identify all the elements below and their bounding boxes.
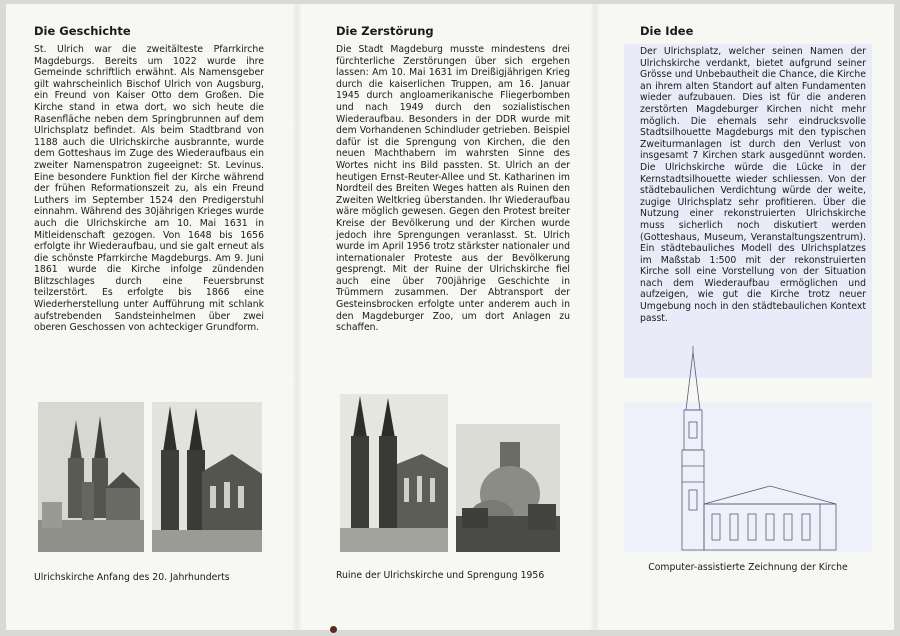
panel-body-text: St. Ulrich war die zweitälteste Pfarrkirche Magdeburgs. Bereits um 1022 wurde ihre Gemeinde schriftlich erwähnt. Als Namensgeber gilt wahrscheinlich Bischof Ulrich von Augsburg, ein Freund von Kaiser Otto dem Großen. Die Kirche stand in etwa dort, wo sich heute die Rasenfläche neben dem Springbrunnen auf dem Ulrichsplatz befindet. Als beim Stadtbrand von 1188 auch die Ulrichskirche ausbrannte, wurde dem Gotteshaus im Zuge des Wiederaufbaus ein zweiter Namenspatron zugeeignet: St. Levinus. Eine besondere Funktion fiel der Kirche während der frühen Reformationszeit zu, als ein Freund Luthers im September 1524 den Predigerstuhl einnahm. Während des 30jährigen Krieges wurde auch die Ulrichskirche am 10. Mai 1631 in Mitleidenschaft gezogen. Von 1648 bis 1656 erfolgte ihr Wiederaufbau, und sie galt erneut als die schönste Pfarrkirche Magdeburgs. Am 9. Juni 1861 wurde die Kirche infolge zündenden Blitzschlages durch eine Feuersbrunst teilzerstört. Es erfolgte bis 1866 eine Wiederherstellung unter Aufführung mit schlank aufstrebenden Sandsteinhelmen über zwei oberen Geschossen von achteckiger Grundform. [34,44,264,334]
panel-body-text: Der Ulrichsplatz, welcher seinen Namen der Ulrichskirche verdankt, bietet aufgrund seiner Grösse und Unbebautheit die Chance, die Kirche an ihrem alten Standort auf alten Fundamenten wieder aufzubauen. Dies ist für die anderen zerstörten Magdeburger Kirchen nicht mehr möglich. Die ehemals sehr eindrucksvolle Stadtsilhouette Magdeburgs mit den typischen Zweiturmanlagen ist durch den Verlust von insgesamt 7 Kirchen stark ausgedünnt worden. Die Ulrichskirche würde die Lücke in der Kernstadtsilhouette wieder schliessen. Von der städtebaulichen Verdichtung würde der weite, zugige Ulrichsplatz sehr profitieren. Über die Nutzung einer rekonstruierten Ulrichskirche muss sicherlich noch diskutiert werden (Gotteshaus, Museum, Veranstaltungszentrum). Ein städtebauliches Modell des Ulrichsplatzes im Maßstab 1:500 mit der rekonstruierten Kirche soll eine Vorstellung von der Situation nach dem Wiederaufbau ermöglichen und aufzeigen, wie gut die Kirche trotz neuer Umgebung noch in den städtebaulichen Kontext passt. [640,46,866,324]
ruin-photo [340,394,448,552]
panel-title: Die Idee [640,24,694,38]
church-ruin-icon [340,394,448,552]
church-photo-early-2 [152,402,262,552]
church-twin-tower-icon [38,402,144,552]
church-drawing [670,344,840,552]
church-twin-tower-icon [152,402,262,552]
photo-caption: Ulrichskirche Anfang des 20. Jahrhunderts [34,572,230,583]
church-photo-early-1 [38,402,144,552]
panel-body-text: Die Stadt Magdeburg musste mindestens drei fürchterliche Zerstörungen über sich ergehen lassen: Am 10. Mai 1631 im Dreißigjährigen Krieg durch die kaiserlichen Truppen, am 16. Januar 1945 durch angloamerikanische Fliegerbomben und nach 1949 durch den sozialistischen Wiederaufbau. Besonders in der DDR wurde mit dem Vorhandenen Schindluder getrieben. Beispiel dafür ist die Sprengung von Kirchen, die den neuen Machthabern im wahrsten Sinne des Wortes nicht ins Bild passten. St. Ulrich an der heutigen Ernst-Reuter-Allee und St. Katharinen im Nordteil des Breiten Weges hatten als Ruinen den Zweiten Weltkrieg überstanden. Ihr Wiederaufbau wäre möglich gewesen. Gegen den Protest breiter Kreise der Bevölkerung und der Kirchen wurde jedoch ihre Sprengungen veranlasst. St. Ulrich wurde im April 1956 trotz stärkster nationaler und internationaler Proteste aus der Bevölkerung gesprengt. Mit der Ruine der Ulrichskirche fiel auch eine über 700jährige Geschichte in Trümmern zusammen. Der Abtransport der Gesteinsbrocken erfolgte unter anderem auch in den Magdeburger Zoo, um dort Anlagen zu schaffen. [336,44,570,334]
panel-title: Die Zerstörung [336,24,434,38]
demolition-photo [456,424,560,552]
photo-caption: Ruine der Ulrichskirche und Sprengung 1956 [336,570,545,581]
scan-dot [330,626,337,633]
demolition-smoke-icon [456,424,560,552]
church-line-drawing-icon [670,344,840,552]
drawing-caption: Computer-assistierte Zeichnung der Kirche [648,562,848,573]
panel-title: Die Geschichte [34,24,131,38]
panel-idee [600,4,894,630]
panel-zerstoerung [302,4,594,630]
panel-geschichte [6,4,296,630]
brochure-sheet [6,4,894,630]
